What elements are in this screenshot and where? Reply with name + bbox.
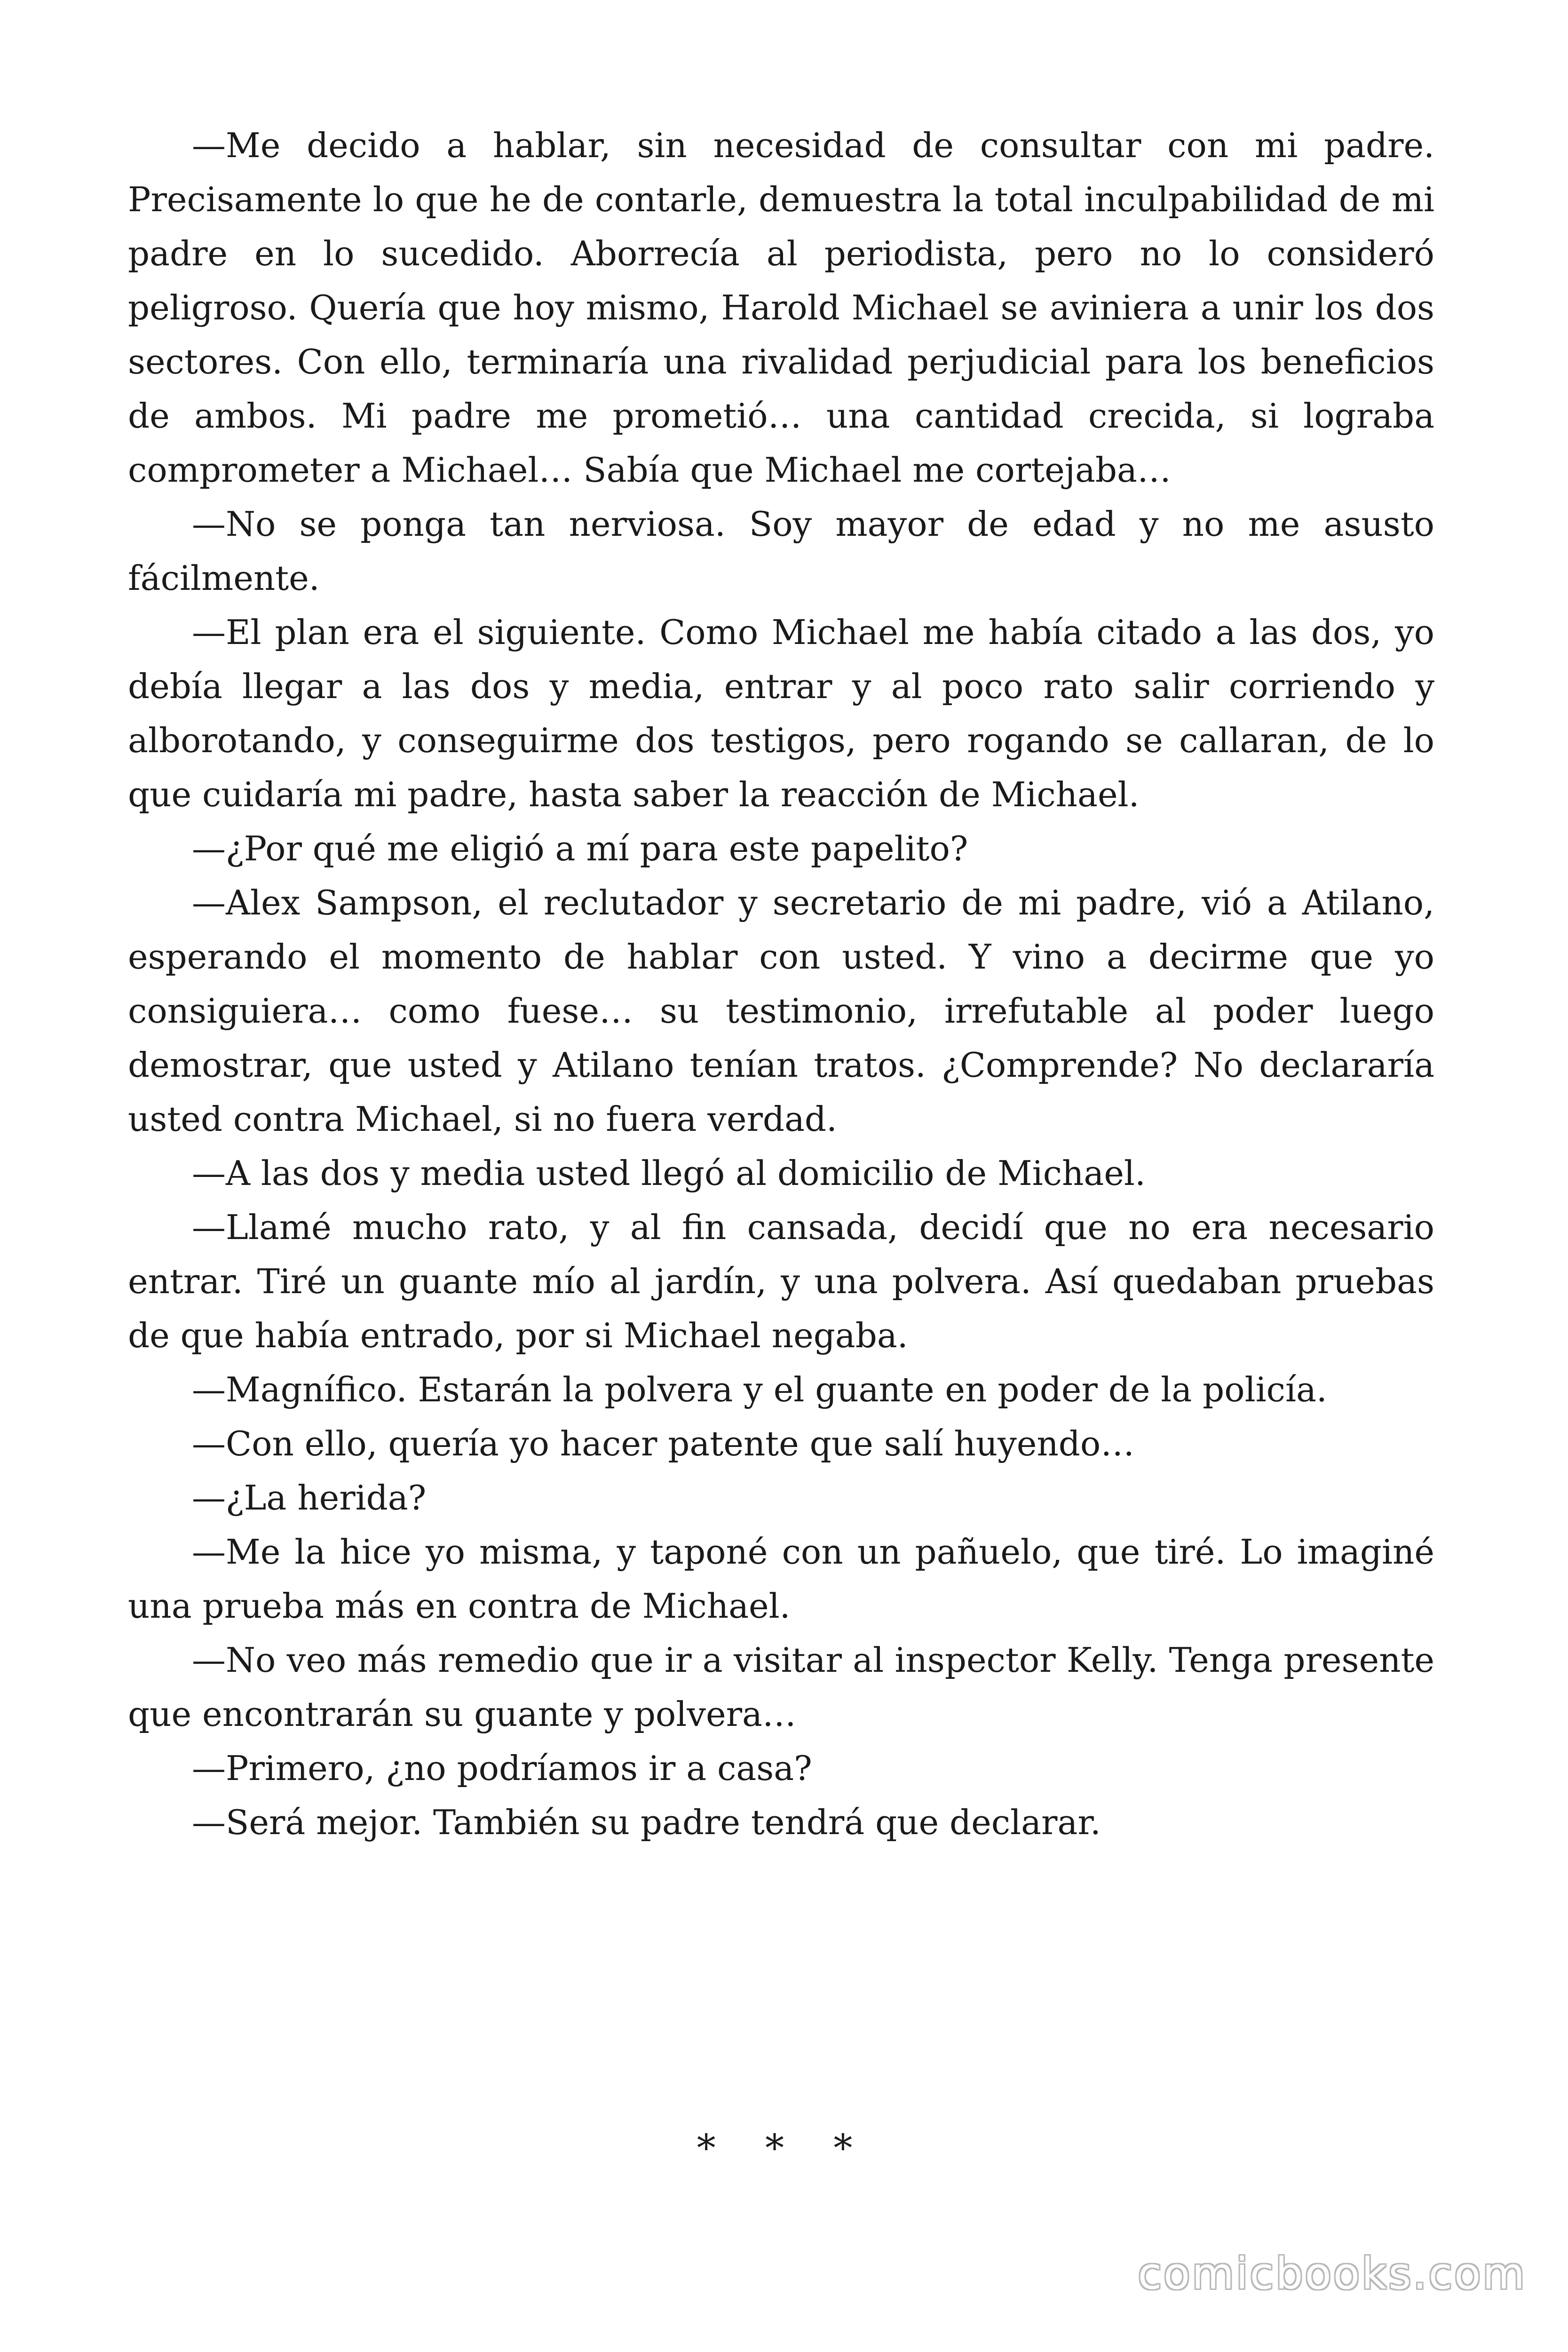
paragraph: —¿La herida? <box>192 1478 427 1518</box>
paragraph: —A las dos y media usted llegó al domicilio de Michael. <box>192 1153 1146 1193</box>
paragraph: —Llamé mucho rato, y al fin cansada, decidí que no era necesario entrar. Tiré un guante mío al jardín, y una polvera. Así quedaban pruebas de que había entrado, por si Michael negaba. <box>128 1208 1434 1355</box>
page-body <box>128 119 1434 1850</box>
watermark: comicbooks.com <box>1138 2249 1527 2299</box>
paragraph: —El plan era el siguiente. Como Michael me había citado a las dos, yo debía llegar a las dos y media, entrar y al poco rato salir corriendo y alborotando, y conseguirme dos testigos, pero rogando se callaran, de lo que cuidaría mi padre, hasta saber la reacción de Michael. <box>128 612 1434 814</box>
paragraph: —Magnífico. Estarán la polvera y el guante en poder de la policía. <box>192 1370 1327 1409</box>
paragraph: —¿Por qué me eligió a mí para este papelito? <box>192 829 968 868</box>
paragraph: —Será mejor. También su padre tendrá que declarar. <box>192 1803 1101 1842</box>
paragraph: —No se ponga tan nerviosa. Soy mayor de edad y no me asusto fácilmente. <box>128 504 1434 598</box>
paragraph: —Me decido a hablar, sin necesidad de consultar con mi padre. Precisamente lo que he de contarle, demuestra la total inculpabilidad de mi padre en lo sucedido. Aborrecía al periodista, pero no lo consideró peligroso. Quería que hoy mismo, Harold Michael se aviniera a unir los dos sectores. Con ello, terminaría una rivalidad perjudicial para los beneficios de ambos. Mi padre me prometió… una cantidad crecida, si lograba comprometer a Michael… Sabía que Michael me cortejaba… <box>128 126 1434 490</box>
paragraph: —Primero, ¿no podríamos ir a casa? <box>192 1748 812 1788</box>
section-separator: * * * <box>697 2126 871 2170</box>
paragraph: —Alex Sampson, el reclutador y secretario de mi padre, vió a Atilano, esperando el momento de hablar con usted. Y vino a decirme que yo consiguiera… como fuese… su testimonio, irrefutable al poder luego demostrar, que usted y Atilano tenían tratos. ¿Comprende? No declararía usted contra Michael, si no fuera verdad. <box>128 883 1434 1139</box>
paragraph: —Con ello, quería yo hacer patente que salí huyendo… <box>192 1424 1135 1463</box>
paragraph: —No veo más remedio que ir a visitar al inspector Kelly. Tenga presente que encontrarán su guante y polvera… <box>128 1640 1434 1734</box>
paragraph: —Me la hice yo misma, y taponé con un pañuelo, que tiré. Lo imaginé una prueba más en contra de Michael. <box>128 1532 1434 1626</box>
